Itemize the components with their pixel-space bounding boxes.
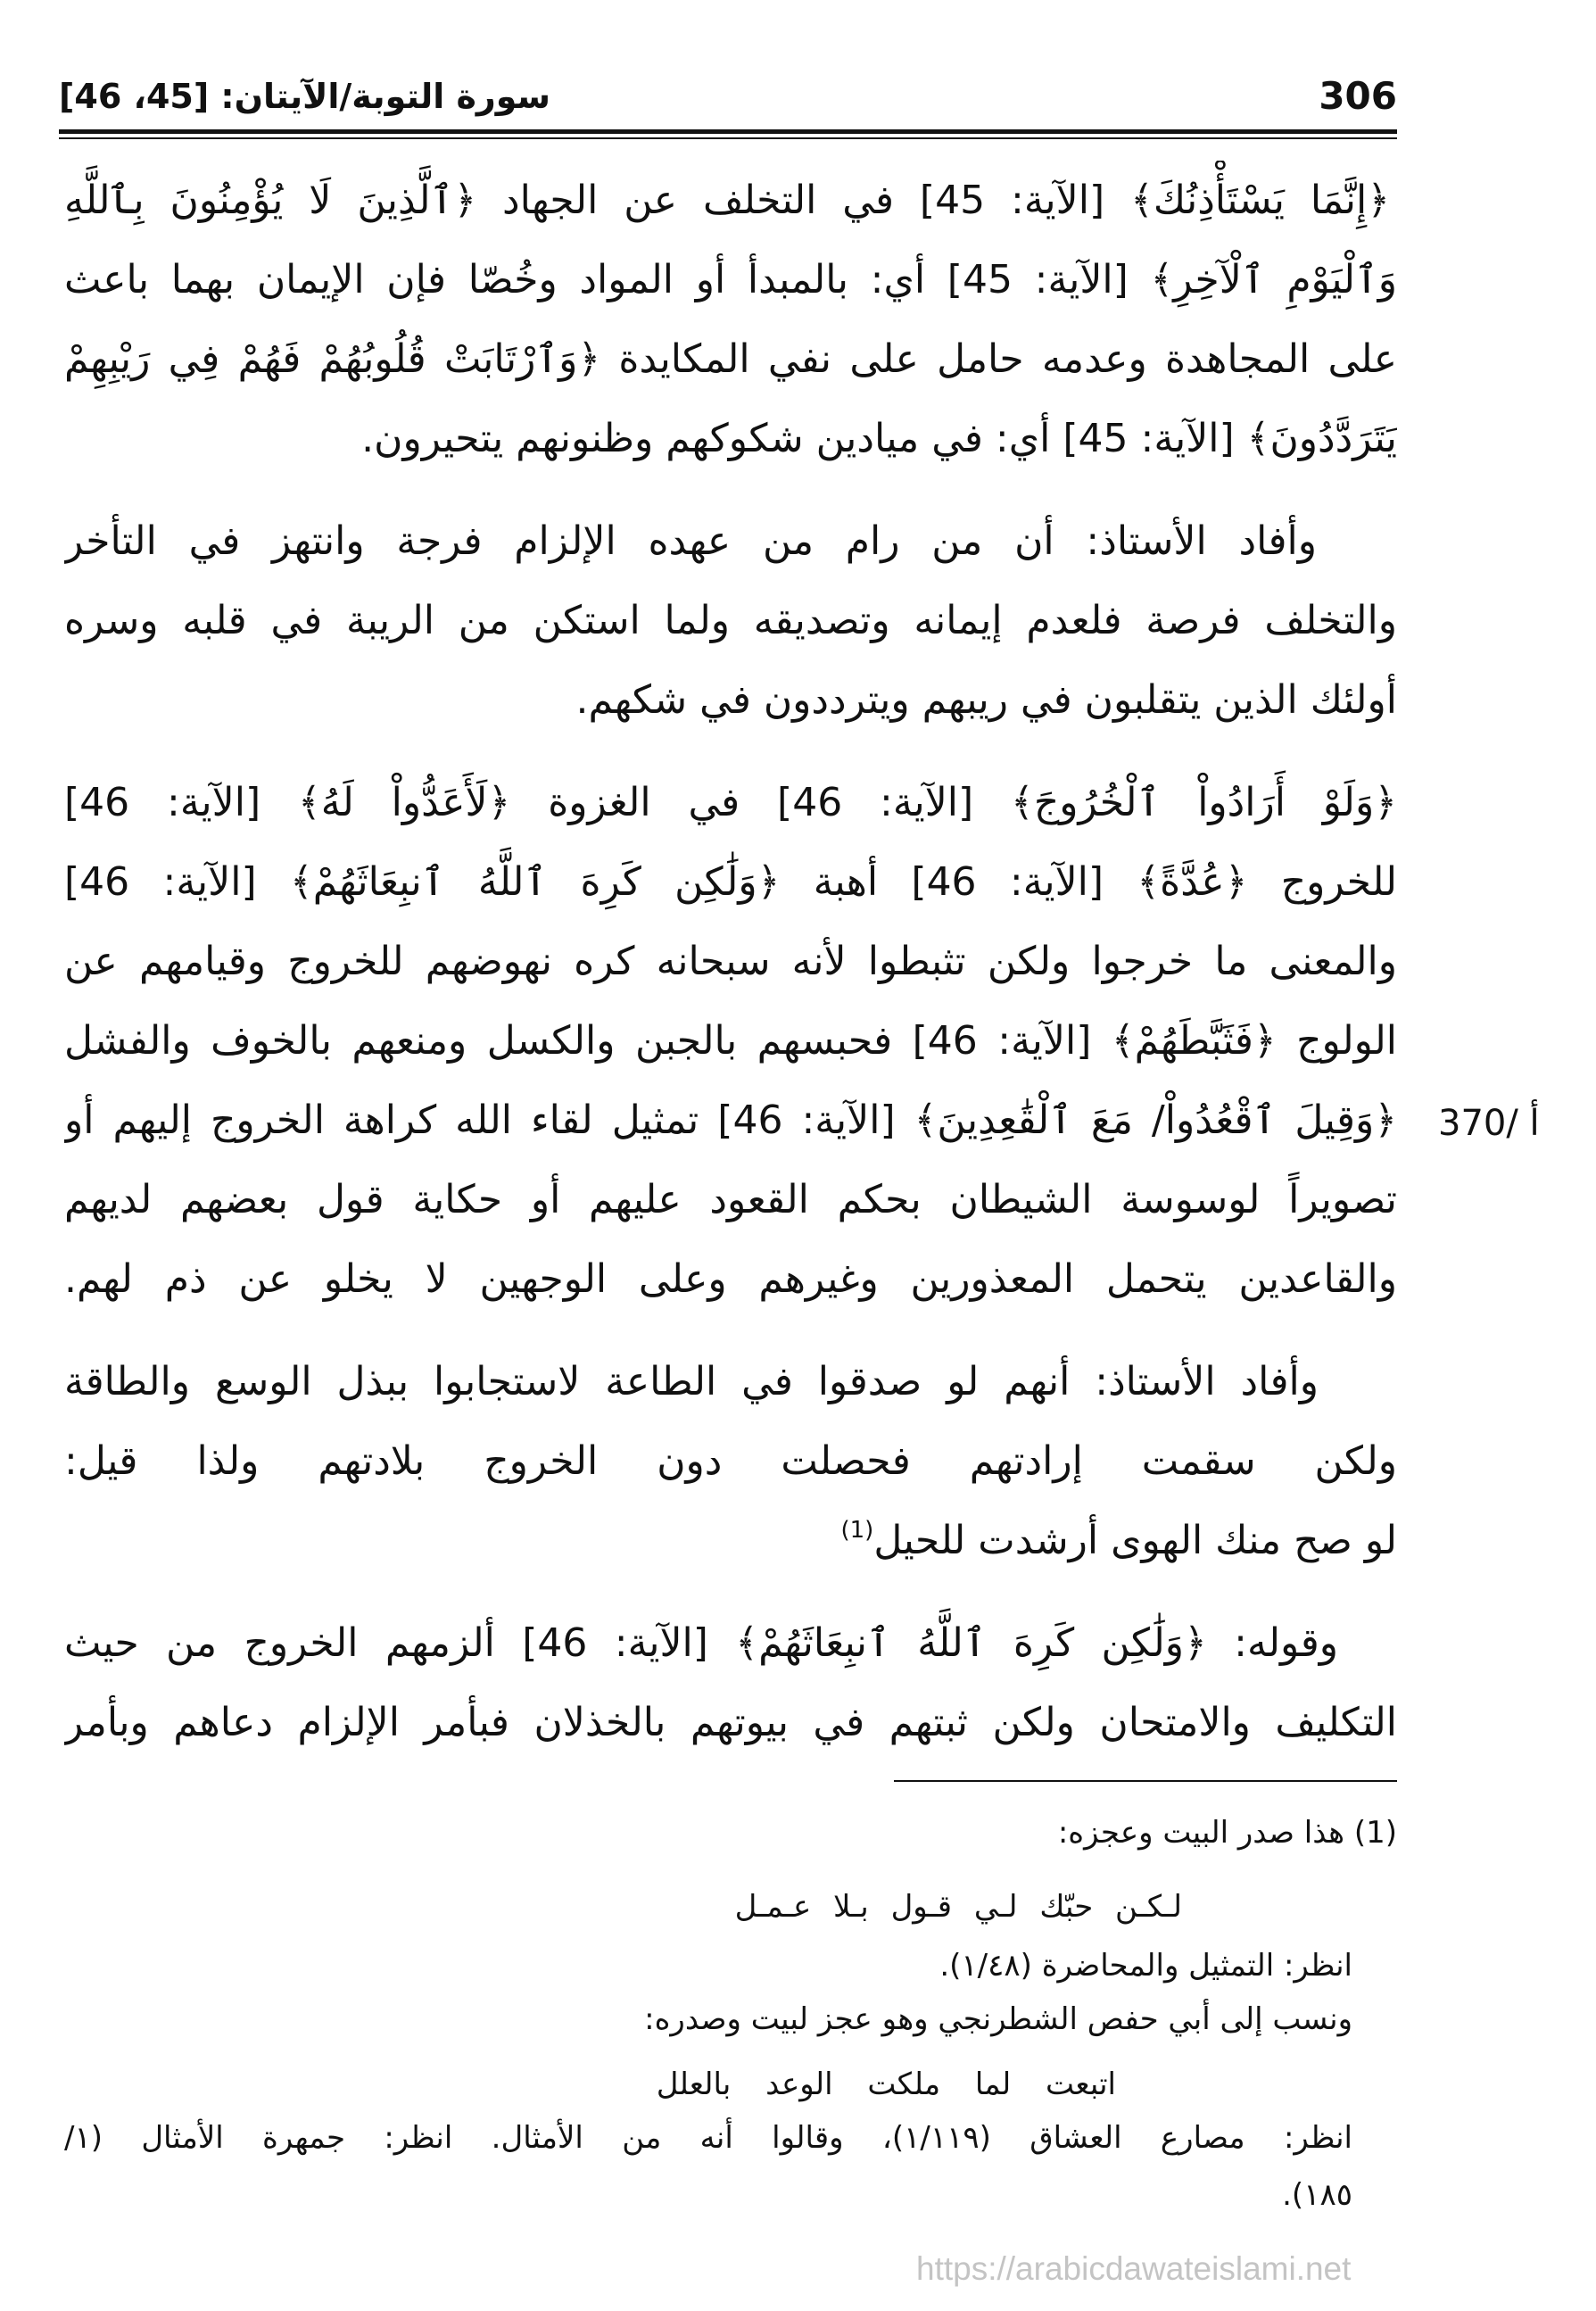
footnote-separator [894,1780,1397,1782]
verse-text: لو صح منك الهوى أرشدت للحيل [873,1518,1397,1563]
paragraph [64,763,1397,1319]
text-line: والقاعدين يتحمل المعذورين وغيرهم وعلى الوجهين لا يخلو عن ذم لهم. [64,1256,1397,1302]
text-line: تصويراً لوسوسة الشيطان بحكم القعود عليهم أو حكاية قول بعضهم لديهم [64,1177,1397,1222]
text-line: الولوج ﴿فَثَبَّطَهُمْ﴾ [الآية: 46] فحبسهم بالجبن والكسل ومنعهم بالخوف والفشل [64,1018,1397,1064]
footnote-verse: اتبعت لما ملكت الوعد بالعلل [656,2067,1116,2102]
text-line: ﴿وَلَوْ أَرَادُواْ ٱلْخُرُوجَ﴾ [الآية: 46] في الغزوة ﴿لَأَعَدُّواْ لَهُ﴾ [الآية: 46] [64,780,1397,825]
text-line: ﴿إِنَّمَا يَسْتَأْذِنُكَ﴾ [الآية: 45] في التخلف عن الجهاد ﴿ٱلَّذِينَ لَا يُؤْمِنُونَ بِٱللَّهِ [64,178,1390,223]
paragraph [64,1603,1397,1762]
margin-note: 370/ أ [1438,1103,1540,1144]
text-line: ولكن سقمت إرادتهم فحصلت دون الخروج بلادتهم ولذا قيل: [64,1438,1397,1484]
running-title: سورة التوبة/الآيتان: [45، 46] [59,77,550,116]
footnote-line: ونسب إلى أبي حفص الشطرنجي وهو عجز لبيت وصدره: [644,2001,1352,2037]
main-text [64,161,1397,1762]
footnote-line: انظر: التمثيل والمحاضرة (١/٤٨). [939,1948,1352,1984]
footnote-ref: (1) [840,1517,874,1544]
text-line: ﴿وَقِيلَ ٱقْعُدُواْ/ مَعَ ٱلْقَٰعِدِينَ﴾ [الآية: 46] تمثيل لقاء الله كراهة الخروج إليهم أو [64,1098,1397,1143]
footnote-line: انظر: مصارع العشاق (١/١١٩)، وقالوا أنه من الأمثال. انظر: جمهرة الأمثال (١/ [64,2120,1352,2156]
text-line: على المجاهدة وعدمه حامل على نفي المكايدة ﴿وَٱرْتَابَتْ قُلُوبُهُمْ فَهُمْ فِي رَيْبِهِمْ [64,336,1397,382]
footnote-verse: لـكـن حبّك لـي قـول بـلا عـمـل [734,1889,1182,1925]
verse-line [64,1501,1397,1580]
header-rule [59,129,1397,134]
text-line: للخروج ﴿عُدَّةً﴾ [الآية: 46] أهبة ﴿وَلَٰكِن كَرِهَ ٱللَّهُ ٱنبِعَاثَهُمْ﴾ [الآية: 46] [64,859,1397,905]
page-number: 306 [1319,74,1397,118]
text-line: وَٱلْيَوْمِ ٱلْآخِرِ﴾ [الآية: 45] أي: بالمبدأ أو المواد وخُصّا فإن الإيمان بهما باعث [64,257,1397,302]
text-line: والمعنى ما خرجوا ولكن تثبطوا لأنه سبحانه كره نهوضهم للخروج وقيامهم عن [64,939,1397,984]
header-rule-thin [59,137,1397,139]
text-line: التكليف والامتحان ولكن ثبتهم في بيوتهم بالخذلان فبأمر الإلزام دعاهم وبأمر [64,1700,1397,1745]
text-line: والتخلف فرصة فلعدم إيمانه وتصديقه ولما استكن من الريبة في قلبه وسره [64,598,1397,643]
footnote-line: (1) هذا صدر البيت وعجزه: [1057,1815,1397,1851]
text-line: يَتَرَدَّدُونَ﴾ [الآية: 45] أي: في ميادين شكوكهم وظنونهم يتحيرون. [361,416,1397,461]
footnotes [64,1806,1397,2222]
paragraph [64,501,1397,740]
text-line: وأفاد الأستاذ: أن من رام من عهده الإلزام فرجة وانتهز في التأخر [64,518,1317,564]
running-header [59,68,1397,125]
text-line: أولئك الذين يتقلبون في ريبهم ويترددون في شكهم. [575,677,1397,723]
footnote-line: ١٨٥). [1282,2177,1352,2213]
paragraph [64,161,1397,478]
text-line: وأفاد الأستاذ: أنهم لو صدقوا في الطاعة لاستجابوا ببذل الوسع والطاقة [64,1359,1319,1404]
paragraph [64,1342,1397,1580]
text-line: وقوله: ﴿وَلَٰكِن كَرِهَ ٱللَّهُ ٱنبِعَاثَهُمْ﴾ [الآية: 46] ألزمهم الخروج من حيث [64,1620,1338,1666]
watermark: https://arabicdawateislami.net [916,2250,1352,2287]
